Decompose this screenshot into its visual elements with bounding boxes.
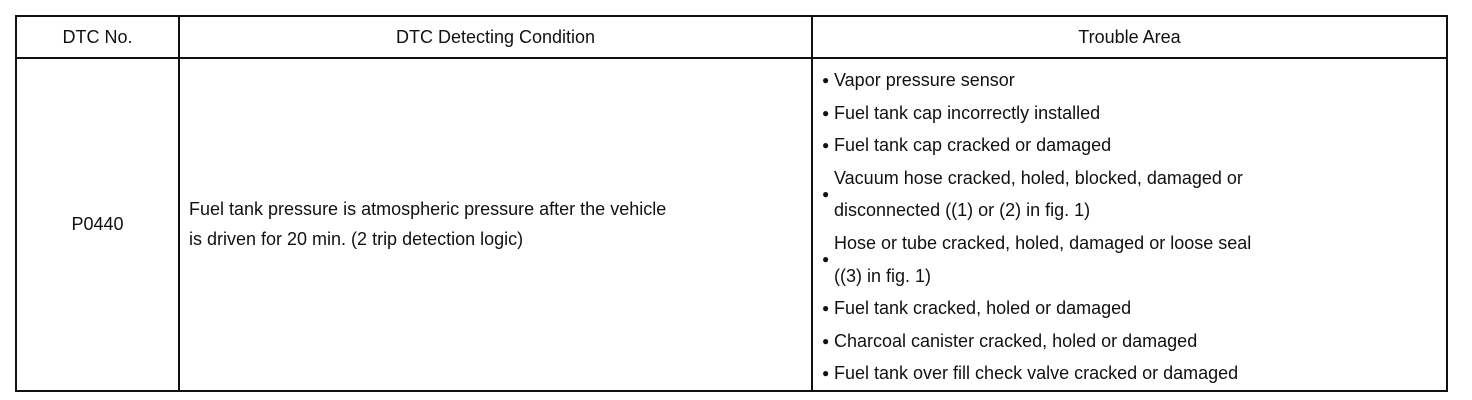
header-trouble-area: Trouble Area xyxy=(812,16,1447,58)
bullet-icon: ● xyxy=(822,187,830,202)
item-text: Fuel tank cap incorrectly installed xyxy=(834,102,1101,123)
item-text: Charcoal canister cracked, holed or damaged xyxy=(834,330,1198,351)
bullet-icon: ● xyxy=(822,252,830,267)
table-body xyxy=(16,58,1447,391)
table-header xyxy=(16,16,1447,58)
bullet-icon: ● xyxy=(822,105,830,120)
item-text: Fuel tank cracked, holed or damaged xyxy=(834,298,1132,319)
dtc-number-cell: P0440 xyxy=(16,58,179,391)
bullet-icon: ● xyxy=(822,73,830,87)
item-text-continuation: disconnected ((1) or (2) in fig. 1) xyxy=(834,200,1091,221)
bullet-icon: ● xyxy=(822,301,830,316)
trouble-area-list xyxy=(822,64,1438,390)
header-detecting-condition: DTC Detecting Condition xyxy=(179,16,812,58)
item-text-continuation: ((3) in fig. 1) xyxy=(834,265,932,286)
list-item xyxy=(822,227,1438,292)
bullet-icon: ● xyxy=(822,138,830,153)
item-text: Vapor pressure sensor xyxy=(834,70,1015,90)
item-text: Vacuum hose cracked, holed, blocked, damaged or xyxy=(834,167,1243,188)
list-item xyxy=(822,292,1438,325)
bullet-icon: ● xyxy=(822,366,830,381)
list-item xyxy=(822,64,1438,97)
list-item xyxy=(822,357,1438,390)
trouble-area-cell xyxy=(812,58,1447,391)
item-text: Fuel tank cap cracked or damaged xyxy=(834,135,1112,156)
header-dtc-no: DTC No. xyxy=(16,16,179,58)
list-item xyxy=(822,97,1438,130)
list-item xyxy=(822,129,1438,162)
dtc-table xyxy=(15,15,1448,392)
detecting-condition-cell xyxy=(179,58,812,391)
bullet-icon: ● xyxy=(822,333,830,348)
table-row xyxy=(16,58,1447,391)
item-text: Fuel tank over fill check valve cracked or damaged xyxy=(834,363,1239,384)
header-row xyxy=(16,16,1447,58)
condition-line: is driven for 20 min. (2 trip detection logic) xyxy=(189,229,524,250)
list-item xyxy=(822,162,1438,227)
item-text: Hose or tube cracked, holed, damaged or loose seal xyxy=(834,232,1252,253)
list-item xyxy=(822,325,1438,358)
condition-line: Fuel tank pressure is atmospheric pressure after the vehicle xyxy=(189,199,667,220)
